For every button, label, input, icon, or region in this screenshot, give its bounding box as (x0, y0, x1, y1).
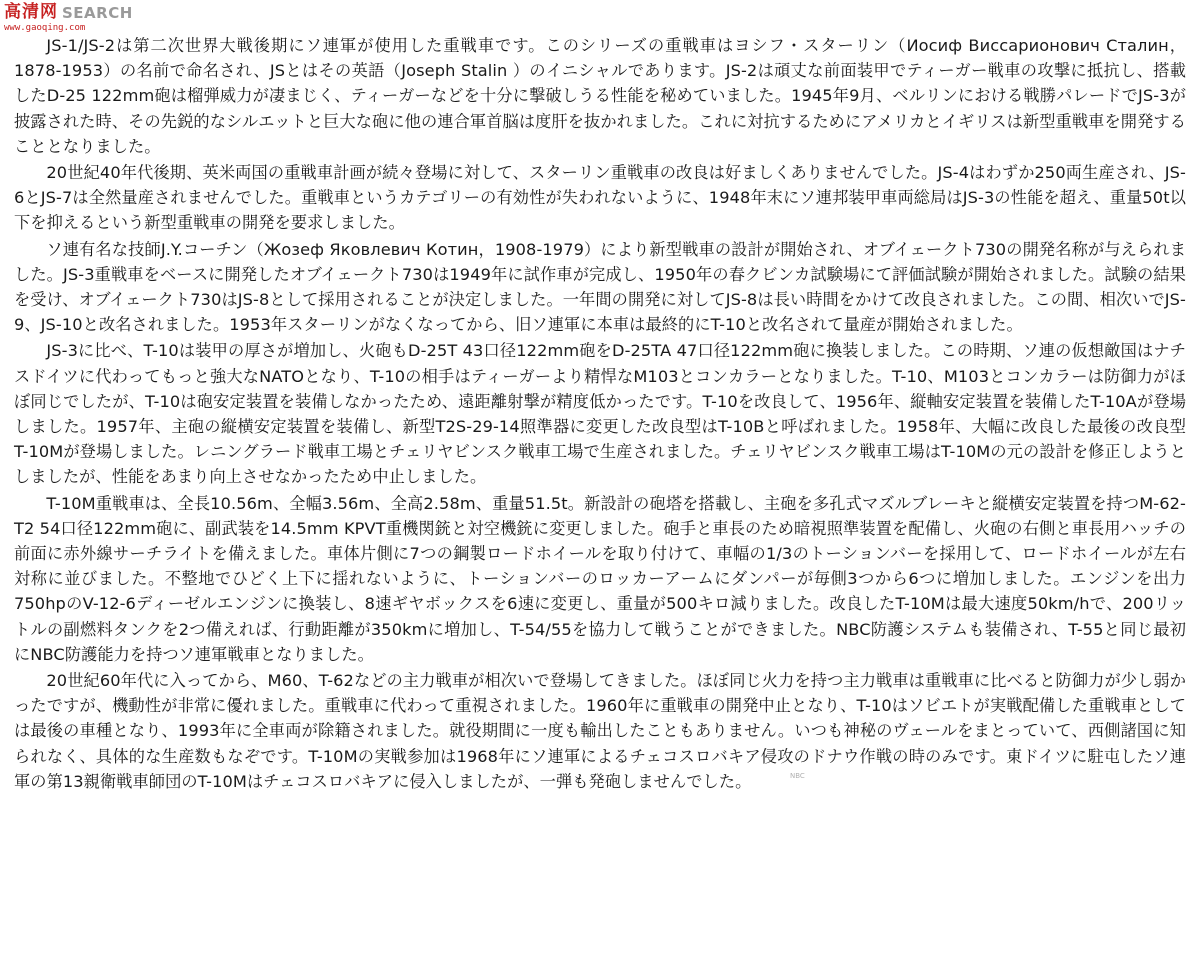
paragraph-retirement: 20世紀60年代に入ってから、M60、T-62などの主力戦車が相次いで登場してきました。ほぼ同じ火力を持つ主力戦車は重戦車に比べると防御力が少し弱かったですが、機動性が非常に優れました。重戦車に代わって重視されました。1960年に重戦車の開発中止となり、T-10はソビエトが実戦配備した重戦車としては最後の車種となり、1993年に全車両が除籍されました。就役期間に一度も輸出したこともありません。いつも神秘のヴェールをまとっていて、西側諸国に知られなく、具体的な生産数もなぞです。T-10Mの実戦参加は1968年にソ連軍によるチェコスロバキア侵攻のドナウ作戦の時のみです。東ドイツに駐屯したソ連軍の第13親衛戦車師団のT-10Mはチェコスロバキアに侵入しましたが、一弾も発砲しませんでした。 (14, 671, 1186, 791)
stray-mark: NBC (790, 772, 805, 780)
paragraph-t10-improvements: JS-3に比べ、T-10は装甲の厚さが増加し、火砲もD-25T 43口径122mm砲をD-25TA 47口径122mm砲に換装しました。この時期、ソ連の仮想敵国はナチスドイツに代わってもっと強大なNATOとなり、T-10の相手はティーガーより精悍なM103とコンカラーとなりました。T-10、M103とコンカラーは防御力がほぼ同じでしたが、T-10は砲安定装置を装備しなかったため、遠距離射撃が精度低かったです。T-10を改良して、1956年、縦軸安定装置を装備したT-10Aが登場しました。1957年、主砲の縦横安定装置を装備し、新型T2S-29-14照準器に変更した改良型はT-10Bと呼ばれました。1958年、大幅に改良した最後の改良型T-10Mが登場しました。レニングラード戦車工場とチェリヤビンスク戦車工場で生産されました。チェリヤビンスク戦車工場はT-10Mの元の設計を修正しようとしましたが、性能をあまり向上させなかったため中止しました。 (14, 341, 1186, 487)
paragraph-development: ソ連有名な技師J.Y.コーチン（Жозеф Яковлевич Котин，1908-1979）により新型戦車の設計が開始され、オブイェークト730の開発名称が与えられました。JS-3重戦車をベースに開発したオブイェークト730は1949年に試作車が完成し、1950年の春クビンカ試験場にて評価試験が開始されました。試験の結果を受け、オブイェークト730はJS-8として採用されることが決定しました。一年間の開発に対してJS-8は長い時間をかけて改良されました。この間、相次いでJS-9、JS-10と改名されました。1953年スターリンがなくなってから、旧ソ連軍に本車は最終的にT-10と改名されて量産が開始されました。 (14, 239, 1186, 335)
paragraph-intro-js: JS-1/JS-2は第二次世界大戦後期にソ連軍が使用した重戦車です。このシリーズの重戦車はヨシフ・スターリン（Иосиф Виссарионович Сталин，1878-1953）の名前で命名され、JSとはその英語（Joseph Stalin ）のイニシャルであります。JS-2は頑丈な前面装甲でティーガー戦車の攻撃に抵抗し、搭載したD-25 122mm砲は榴弾威力が凄まじく、ティーガーなどを十分に撃破しうる性能を秘めていました。1945年9月、ベルリンにおける戦勝パレードでJS-3が披露された時、その先鋭的なシルエットと巨大な砲に他の連合軍首脳は度肝を抜かれました。これに対抗するためにアメリカとイギリスは新型重戦車を開発することとなりました。 (14, 36, 1186, 156)
paragraph-t10m-specs: T-10M重戦車は、全長10.56m、全幅3.56m、全高2.58m、重量51.5t。新設計の砲塔を搭載し、主砲を多孔式マズルブレーキと縦横安定装置を持つM-62-T2 54口径122mm砲に、副武装を14.5mm KPVT重機関銃と対空機銃に変更しました。砲手と車長のため暗視照準装置を配備し、火砲の右側と車長用ハッチの前面に赤外線サーチライトを備えました。車体片側に7つの鋼製ロードホイールを取り付けて、車幅の1/3のトーションバーを採用して、ロードホイールが左右対称に並びました。不整地でひどく上下に揺れないように、トーションバーのロッカーアームにダンパーが毎側3つから6つに増加しました。エンジンを出力750hpのV-12-6ディーゼルエンジンに換装し、8速ギヤボックスを6速に変更し、重量が500キロ減りました。改良したT-10Mは最大速度50km/hで、200リットルの副燃料タンクを2つ備えれば、行動距離が350kmに増加し、T-54/55を協力して戦うことができました。NBC防護システムも装備され、T-55と同じ最初にNBC防護能力を持つソ連軍戦車となりました。 (14, 493, 1186, 664)
paragraph-postwar: 20世紀40年代後期、英米両国の重戦車計画が続々登場に対して、スターリン重戦車の改良は好ましくありませんでした。JS-4はわずか250両生産され、JS-6とJS-7は全然量産されませんでした。重戦車というカテゴリーの有効性が失われないように、1948年末にソ連邦装甲車両総局はJS-3の性能を超え、重量50t以下を抑えるという新型重戦車の開発を要求しました。 (14, 163, 1186, 233)
watermark-search-text: SEARCH (62, 4, 133, 22)
watermark-logo-text: 高清网 (4, 2, 58, 22)
article-body (14, 33, 1186, 795)
watermark-site-url: www.gaoqing.com (4, 23, 86, 33)
